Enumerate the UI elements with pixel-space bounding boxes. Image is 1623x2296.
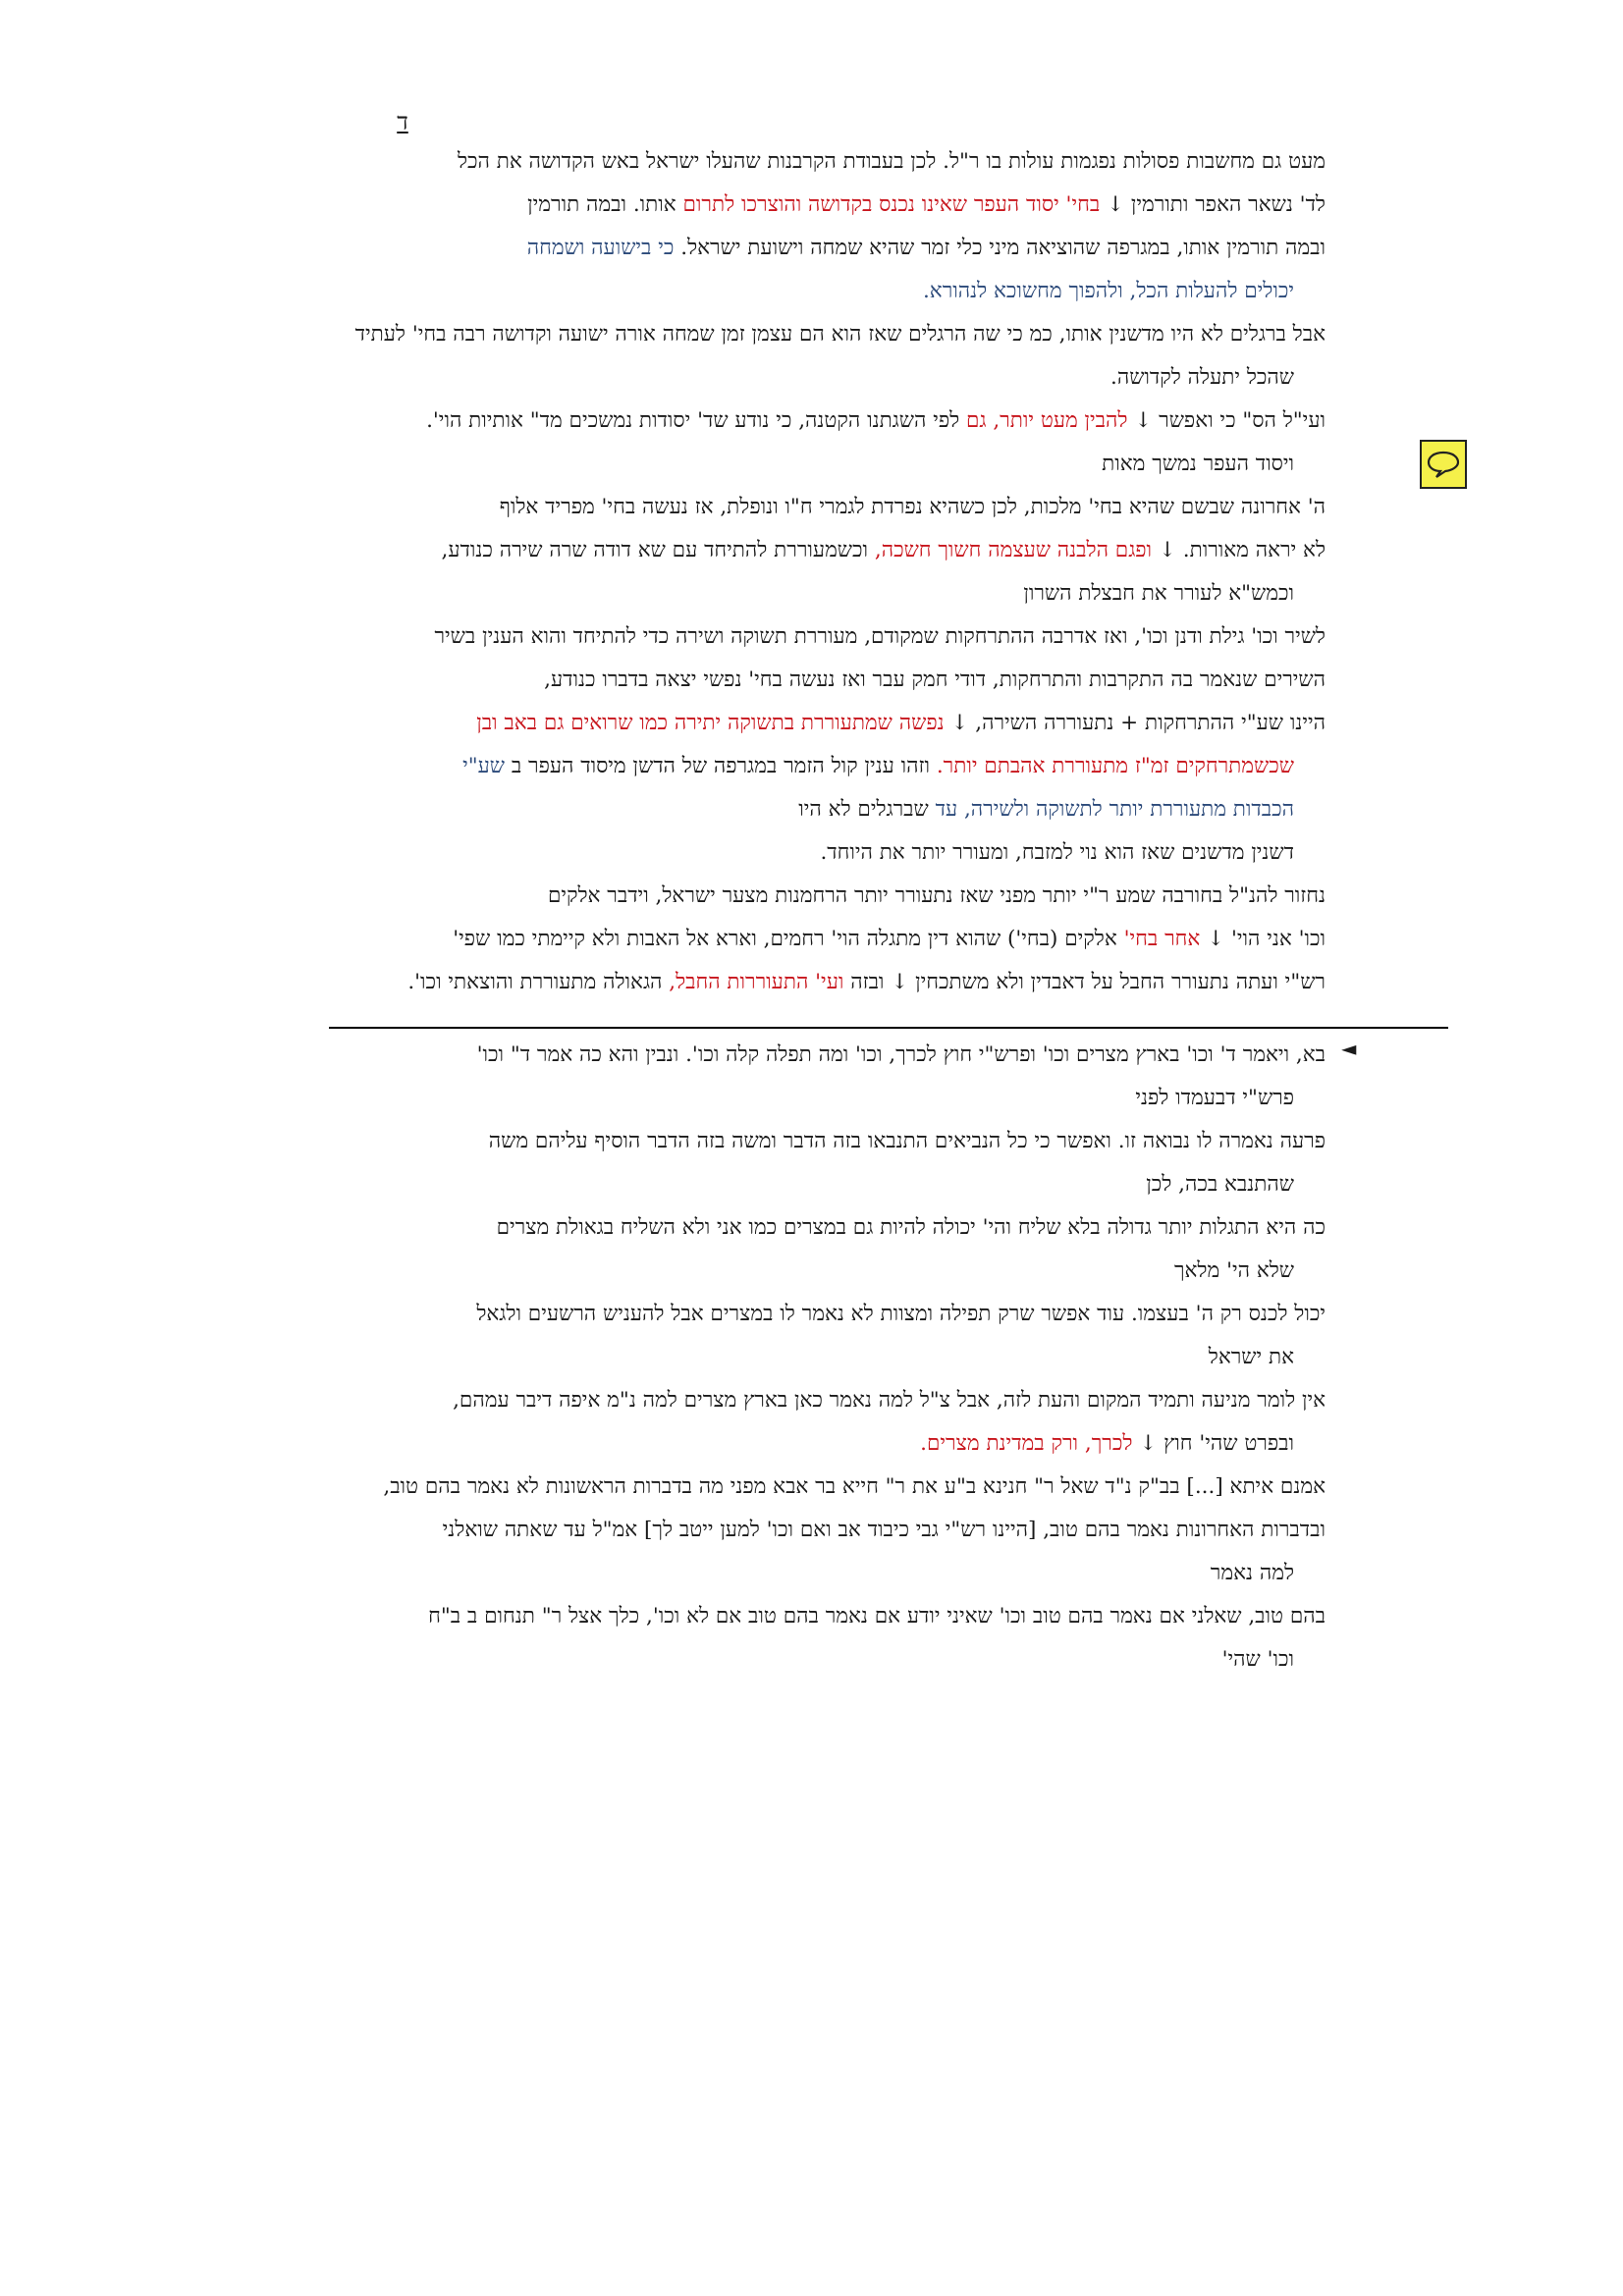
text-line: הכבדות מתעוררת יותר לתשוקה ולשירה, עד שברגלים לא היו bbox=[798, 797, 1294, 822]
red-highlight: שכשמתרחקים זמ"ז מתעוררת אהבתם יותר. bbox=[936, 754, 1294, 778]
text-line: ועי"ל הס" כי ואפשר ↓ להבין מעט יותר, גם לפי השגתנו הקטנה, כי נודע שד' יסודות נמשכים מד" אותיות הוי'. bbox=[426, 408, 1325, 433]
text-line: פרש"י דבעמדו לפני bbox=[1135, 1086, 1294, 1110]
text-line: נחזור להנ"ל בחורבה שמע ר"י יותר מפני שאז נתעורר יותר הרחמנות מצער ישראל, וידבר אלקים bbox=[547, 883, 1325, 908]
red-highlight: אחר בחי' bbox=[1123, 927, 1201, 951]
blue-highlight: יכולים להעלות הכל, ולהפוך מחשוכא לנהורא. bbox=[922, 279, 1294, 303]
text-line: וכו' שהי' bbox=[1221, 1647, 1294, 1672]
text-line: ובפרט שהי' חוץ ↓ לכרך, ורק במדינת מצרים. bbox=[920, 1431, 1294, 1456]
text-line: דשנין מדשנים שאז הוא נוי למזבח, ומעורר יותר את היוחד. bbox=[820, 840, 1294, 865]
red-highlight: בחי' יסוד העפר שאינו נכנס בקדושה והוצרכו לתרום bbox=[682, 192, 1101, 217]
blue-highlight: הכבדות מתעוררת יותר לתשוקה ולשירה, עד bbox=[935, 797, 1294, 822]
text-line: יכול לכנס רק ה' בעצמו. עוד אפשר שרק תפילה ומצוות לא נאמר לו במצרים אבל להעניש הרשעים ולגאל bbox=[476, 1302, 1325, 1326]
text-line: פרעה נאמרה לו נבואה זו. ואפשר כי כל הנביאים התנבאו בזה הדבר ומשה בזה הדבר הוסיף עליהם משה bbox=[488, 1129, 1325, 1153]
blue-highlight: שע"י bbox=[462, 754, 505, 778]
text-line: בא, ויאמר ד' וכו' בארץ מצרים וכו' ופרש"י חוץ לכרך, וכו' ומה תפלה קלה וכו'. ונבין והא כה אמר ד" וכו' bbox=[476, 1042, 1325, 1067]
text-line: לד' נשאר האפר ותורמין ↓ בחי' יסוד העפר שאינו נכנס בקדושה והוצרכו לתרום אותו. ובמה תורמין bbox=[527, 192, 1325, 217]
text-line: שהכל יתעלה לקדושה. bbox=[1110, 365, 1294, 390]
text-line: שכשמתרחקים זמ"ז מתעוררת אהבתם יותר. וזהו ענין קול הזמר במגרפה של הדשן מיסוד העפר ב שע"י bbox=[462, 754, 1294, 778]
blue-highlight: כי בישועה ושמחה bbox=[526, 236, 675, 260]
red-highlight: ועי' התעוררות החבל, bbox=[669, 970, 844, 994]
text-line: מעט גם מחשבות פסולות נפגמות עולות בו ר"ל. לכן בעבודת הקרבנות שהעלו ישראל באש הקדושה את הכל bbox=[457, 149, 1325, 174]
text-line: שהתנבא בכה, לכן bbox=[1146, 1172, 1294, 1197]
text-line: השירים שנאמר בה התקרבות והתרחקות, דודי חמק עבר ואז נעשה בחי' נפשי יצאה בדברו כנודע, bbox=[544, 667, 1325, 692]
section-two-text bbox=[295, 1034, 1325, 1682]
text-line: כה היא התגלות יותר גדולה בלא שליח והי' יכולה להיות גם במצרים כמו אני ולא השליח בגאולת מצרים bbox=[496, 1215, 1325, 1240]
red-highlight: להבין מעט יותר, גם bbox=[966, 408, 1128, 433]
text-line: לשיר וכו' גילת ודנן וכו', ואז אדרבה ההתרחקות שמקודם, מעוררת תשוקה ושירה כדי להתיחד והוא הענין בשיר bbox=[434, 624, 1325, 649]
text-line: בהם טוב, שאלני אם נאמר בהם טוב וכו' שאיני יודע אם נאמר בהם טוב אם לא וכו', כלך אצל ר" תנחום ב ב"ח bbox=[428, 1604, 1325, 1629]
text-line: את ישראל bbox=[1208, 1345, 1294, 1369]
section-divider bbox=[329, 1027, 1448, 1029]
speech-bubble-icon bbox=[1426, 449, 1461, 480]
text-line: אמנם איתא [...] בב"ק נ"ד שאל ר" חנינא ב"ע את ר" חייא בר אבא מפני מה בדברות הראשונות לא נאמר בהם טוב, bbox=[383, 1474, 1325, 1499]
section-marker: ◄ bbox=[1341, 1037, 1357, 1060]
text-line: וכמש"א לעורר את חבצלת השרון bbox=[1023, 581, 1294, 606]
text-line: למה נאמר bbox=[1210, 1561, 1294, 1585]
text-line: ה' אחרונה שבשם שהיא בחי' מלכות, לכן כשהיא נפרדת לגמרי ח"ו ונופלת, אז נעשה בחי' מפריד אלוף bbox=[499, 495, 1325, 519]
red-highlight: לכרך, ורק במדינת מצרים. bbox=[920, 1431, 1133, 1456]
text-line: אבל ברגלים לא היו מדשנין אותו, כמ כי שה הרגלים שאז הוא הם עצמן זמן שמחה אורה ישועה וקדושה רבה בחי' לעתיד bbox=[354, 322, 1325, 347]
text-line: שלא הי' מלאך bbox=[1173, 1258, 1294, 1283]
text-line: ובדברות האחרונות נאמר בהם טוב, [היינו רש"י גבי כיבוד אב ואם וכו' למען ייטב לך] אמ"ל עד שאתה שואלני bbox=[442, 1518, 1325, 1542]
red-highlight: נפשה שמתעוררת בתשוקה יתירה כמו שרואים גם באב ובן bbox=[476, 711, 945, 735]
red-highlight: ופגם הלבנה שעצמה חשוך חשכה, bbox=[874, 538, 1153, 562]
text-line: אין לומר מניעה ותמיד המקום והעת לזה, אבל צ"ל למה נאמר כאן בארץ מצרים למה נ"מ איפה דיבר עמהם, bbox=[453, 1388, 1325, 1413]
comment-button[interactable] bbox=[1420, 440, 1467, 489]
text-line: ויסוד העפר נמשך מאות bbox=[1102, 452, 1294, 476]
text-line: רש"י ועתה נתעורר החבל על דאבדין ולא משתכחין ↓ ובזה ועי' התעוררות החבל, הגאולה מתעוררת והוצאתי וכו'. bbox=[407, 970, 1325, 994]
text-line: ובמה תורמין אותו, במגרפה שהוציאה מיני כלי זמר שהיא שמחה וישועת ישראל. כי בישועה ושמחה bbox=[526, 236, 1325, 260]
text-line: וכו' אני הוי' ↓ אחר בחי' אלקים (בחי') שהוא דין מתגלה הוי' רחמים, וארא אל האבות ולא קיימתי כמו שפי' bbox=[453, 927, 1325, 951]
text-line bbox=[295, 270, 1325, 313]
section-one-text bbox=[295, 140, 1325, 1004]
text-line: לא יראה מאורות. ↓ ופגם הלבנה שעצמה חשוך חשכה, וכשמעוררת להתיחד עם שא דודה שרה שירה כנודע, bbox=[441, 538, 1325, 562]
text-line: היינו שע"י ההתרחקות + נתעוררה השירה, ↓ נפשה שמתעוררת בתשוקה יתירה כמו שרואים גם באב ובן bbox=[476, 711, 1325, 735]
page-number: ד bbox=[397, 108, 408, 135]
